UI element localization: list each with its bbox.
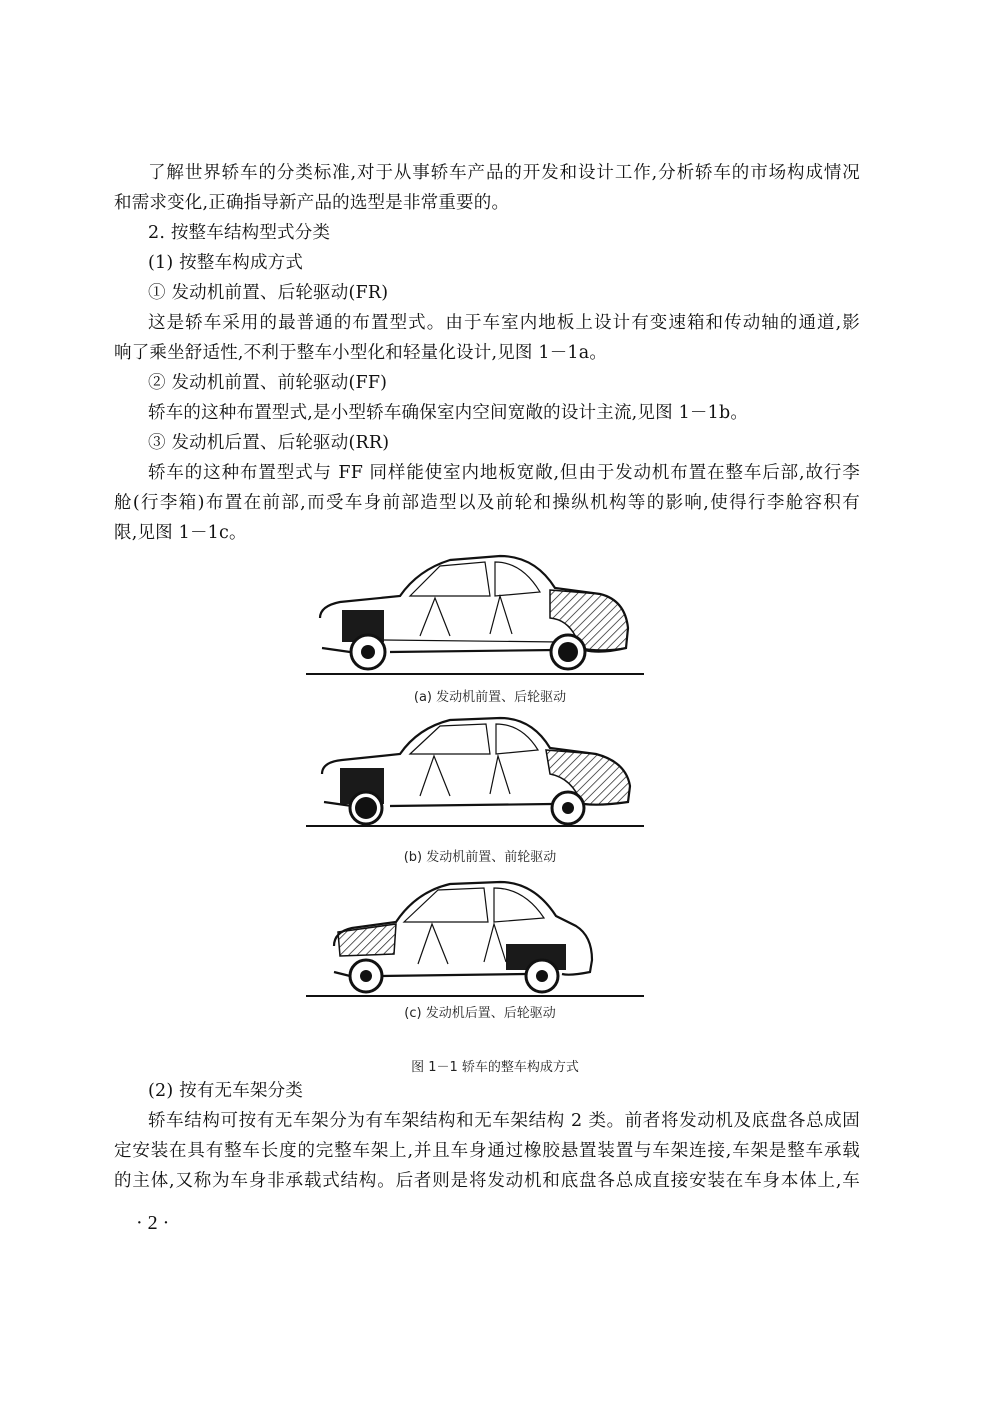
paragraph-line: 和需求变化,正确指导新产品的选型是非常重要的。 [114,193,510,213]
car-diagram-rr [300,876,660,1000]
item-heading: ③ 发动机后置、后轮驱动(RR) [148,433,390,453]
paragraph-line: 轿车的这种布置型式与 FF 同样能使室内地板宽敞,但由于发动机布置在整车后部,故行李 [148,463,860,483]
paragraph-line: 轿车的这种布置型式,是小型轿车确保室内空间宽敞的设计主流,见图 1－1b。 [148,403,749,423]
paragraph-line: 响了乘坐舒适性,不利于整车小型化和轻量化设计,见图 1－1a。 [114,343,608,363]
subsection-heading: (1) 按整车构成方式 [148,253,304,273]
paragraph-line: 轿车结构可按有无车架分为有车架结构和无车架结构 2 类。前者将发动机及底盘各总成固 [148,1111,860,1131]
paragraph-line: 限,见图 1－1c。 [114,523,247,543]
figure-caption-c: (c) 发动机后置、后轮驱动 [404,1006,556,1021]
item-heading: ② 发动机前置、前轮驱动(FF) [148,373,388,393]
item-heading: ① 发动机前置、后轮驱动(FR) [148,283,389,303]
car-diagram-fr [300,548,660,678]
subsection-heading: (2) 按有无车架分类 [148,1081,304,1101]
car-diagram-ff [300,712,660,830]
figure-caption-b: (b) 发动机前置、前轮驱动 [403,850,557,865]
paragraph-line: 舱(行李箱)布置在前部,而受车身前部造型以及前轮和操纵机构等的影响,使得行李舱容积有 [114,493,860,513]
paragraph-line: 这是轿车采用的最普通的布置型式。由于车室内地板上设计有变速箱和传动轴的通道,影 [148,313,860,333]
section-heading: 2. 按整车结构型式分类 [148,223,331,243]
figure-caption-a: (a) 发动机前置、后轮驱动 [413,690,567,705]
text-block-bottom [114,1076,860,1196]
paragraph-line: 定安装在具有整车长度的完整车架上,并且车身通过橡胶悬置装置与车架连接,车架是整车承载 [114,1141,860,1161]
paragraph-line: 的主体,又称为车身非承载式结构。后者则是将发动机和底盘各总成直接安装在车身本体上,车 [114,1171,860,1191]
text-block-top [114,158,860,548]
figure-title: 图 1－1 轿车的整车构成方式 [411,1060,579,1075]
page-number: · 2 · [136,1212,170,1234]
paragraph-line: 了解世界轿车的分类标准,对于从事轿车产品的开发和设计工作,分析轿车的市场构成情况 [148,163,860,183]
